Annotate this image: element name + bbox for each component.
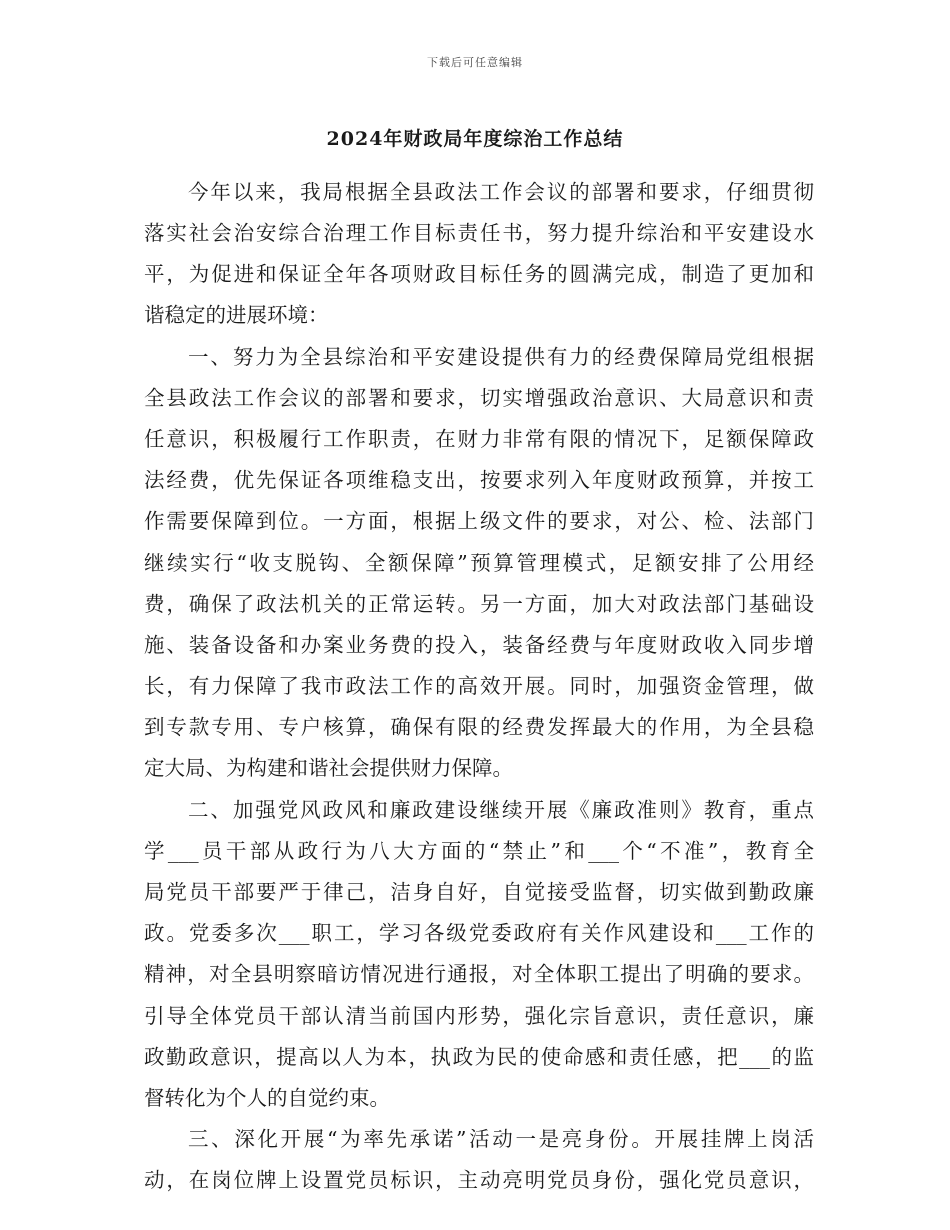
body-line: 政。党委多次___职工，学习各级党委政府有关作风建设和___工作的 bbox=[144, 921, 814, 945]
body-line: 今年以来，我局根据全县政法工作会议的部署和要求，仔细贯彻 bbox=[188, 180, 814, 204]
body-line: 作需要保障到位。一方面，根据上级文件的要求，对公、检、法部门 bbox=[144, 509, 814, 533]
document-title: 2024年财政局年度综治工作总结 bbox=[326, 128, 624, 150]
body-line: 平，为促进和保证全年各项财政目标任务的圆满完成，制造了更加和 bbox=[144, 262, 814, 286]
body-line: 政勤政意识，提高以人为本，执政为民的使命感和责任感，把___的监 bbox=[144, 1045, 814, 1069]
body-line: 到专款专用、专户核算，确保有限的经费发挥最大的作用，为全县稳 bbox=[144, 715, 814, 739]
body-line: 任意识，积极履行工作职责，在财力非常有限的情况下，足额保障政 bbox=[144, 427, 814, 451]
body-line: 定大局、为构建和谐社会提供财力保障。 bbox=[144, 756, 513, 780]
body-line: 法经费，优先保证各项维稳支出，按要求列入年度财政预算，并按工 bbox=[144, 468, 814, 492]
body-line: 谐稳定的进展环境： bbox=[144, 303, 329, 327]
header-note: 下载后可任意编辑 bbox=[427, 56, 523, 69]
body-line: 全县政法工作会议的部署和要求，切实增强政治意识、大局意识和责 bbox=[144, 386, 814, 410]
body-line: 长，有力保障了我市政法工作的高效开展。同时，加强资金管理，做 bbox=[144, 674, 814, 698]
body-line: 一、努力为全县综治和平安建设提供有力的经费保障局党组根据 bbox=[188, 345, 814, 369]
body-line: 二、加强党风政风和廉政建设继续开展《廉政准则》教育，重点 bbox=[188, 798, 814, 822]
body-line: 落实社会治安综合治理工作目标责任书，努力提升综治和平安建设水 bbox=[144, 221, 814, 245]
body-line: 施、装备设备和办案业务费的投入，装备经费与年度财政收入同步增 bbox=[144, 633, 814, 657]
body-line: 学___员干部从政行为八大方面的“禁止”和___个“不准”，教育全 bbox=[144, 839, 814, 863]
body-line: 三、深化开展“为率先承诺”活动一是亮身份。开展挂牌上岗活 bbox=[188, 1127, 814, 1151]
body-line: 引导全体党员干部认清当前国内形势，强化宗旨意识，责任意识，廉 bbox=[144, 1004, 814, 1028]
body-line: 局党员干部要严于律己，洁身自好，自觉接受监督，切实做到勤政廉 bbox=[144, 880, 814, 904]
body-line: 费，确保了政法机关的正常运转。另一方面，加大对政法部门基础设 bbox=[144, 592, 814, 616]
body-line: 动，在岗位牌上设置党员标识，主动亮明党员身份，强化党员意识， bbox=[144, 1168, 814, 1192]
body-line: 督转化为个人的自觉约束。 bbox=[144, 1086, 390, 1110]
body-line: 精神，对全县明察暗访情况进行通报，对全体职工提出了明确的要求。 bbox=[144, 962, 814, 986]
body-line: 继续实行“收支脱钩、全额保障”预算管理模式，足额安排了公用经 bbox=[144, 551, 814, 575]
